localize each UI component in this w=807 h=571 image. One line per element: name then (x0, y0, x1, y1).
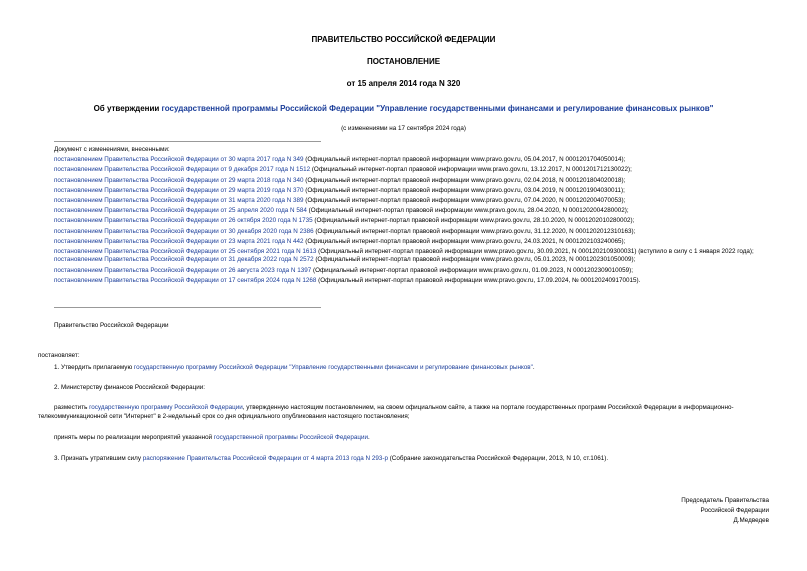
divider-bottom (54, 307, 321, 308)
paragraph-3: 3. Признать утратившим силу распоряжение Правительства Российской Федерации от 4 марта 2013 года N 293-р (Собрание законодательства Российской Федерации, 2013, N 10, ст.1061). (54, 455, 609, 462)
paragraph-2b: принять меры по реализации мероприятий указанной государственной программы Российской Федерации. (54, 434, 370, 441)
signature-block (681, 496, 769, 526)
header-doc-type: ПОСТАНОВЛЕНИЕ (366, 57, 441, 66)
changes-list (54, 146, 774, 287)
paragraph-2: 2. Министерству финансов Российской Федерации: (54, 384, 206, 391)
paragraph-2a: разместить государственную программу Российской Федерации, утвержденную настоящим постановлением, на своем официальном сайте, а также на портале государственных программ Российской Федерации в информационно-телекоммуникационной сети "Интернет" в 2-недельный срок со дня официального опубликования настоящего постановления; (38, 404, 734, 420)
change-link[interactable]: постановлением Правительства Российской Федерации от 29 марта 2019 года N 370 (54, 186, 304, 194)
change-item: постановлением Правительства Российской Федерации от 26 октября 2020 года N 1735 (Официальный интернет-портал правовой информации www.pravo.gov.ru, 28.10.2020, N 0001202010280002); (54, 217, 635, 225)
change-link[interactable]: постановлением Правительства Российской Федерации от 30 марта 2017 года N 349 (54, 156, 304, 164)
change-link[interactable]: постановлением Правительства Российской Федерации от 29 марта 2018 года N 340 (54, 176, 304, 184)
change-item: постановлением Правительства Российской Федерации от 29 марта 2019 года N 370 (Официальный интернет-портал правовой информации www.pravo.gov.ru, 03.04.2019, N 0001201904030011); (54, 186, 625, 194)
document-title (30, 104, 777, 115)
paragraph-1: 1. Утвердить прилагаемую государственную программу Российской Федерации "Управление государственными финансами и регулирование финансовых рынков". (54, 364, 535, 371)
program-link[interactable]: государственной программы Российской Федерации (213, 434, 369, 441)
divider-top (54, 141, 321, 142)
change-link[interactable]: постановлением Правительства Российской Федерации от 17 сентября 2024 года N 1268 (54, 276, 317, 284)
change-link[interactable]: постановлением Правительства Российской Федерации от 25 апреля 2020 года N 584 (54, 207, 307, 215)
change-item: постановлением Правительства Российской Федерации от 31 декабря 2022 года N 2572 (Официальный интернет-портал правовой информации www.pravo.gov.ru, 05.01.2023, N 0001202301050009); (54, 256, 636, 264)
change-link[interactable]: постановлением Правительства Российской Федерации от 26 августа 2023 года N 1397 (54, 266, 312, 274)
change-item: постановлением Правительства Российской Федерации от 31 марта 2020 года N 389 (Официальный интернет-портал правовой информации www.pravo.gov.ru, 07.04.2020, N 0001202004070053); (54, 196, 626, 204)
change-link[interactable]: постановлением Правительства Российской Федерации от 31 марта 2020 года N 389 (54, 196, 304, 204)
change-item: постановлением Правительства Российской Федерации от 17 сентября 2024 года N 1268 (Официальный интернет-портал правовой информации www.pravo.gov.ru, 17.09.2024, № 0001202409170015). (54, 276, 641, 284)
change-item: постановлением Правительства Российской Федерации от 23 марта 2021 года N 442 (Официальный интернет-портал правовой информации www.pravo.gov.ru, 24.03.2021, N 0001202103240065); (54, 237, 626, 245)
change-item: постановлением Правительства Российской Федерации от 9 декабря 2017 года N 1512 (Официальный интернет-портал правовой информации www.pravo.gov.ru, 13.12.2017, N 0001201712130022); (54, 166, 632, 174)
change-item: постановлением Правительства Российской Федерации от 25 сентября 2021 года N 1613 (Официальный интернет-портал правовой информации www.pravo.gov.ru, 30.09.2021, N 0001202109300031) (вступило в силу с 1 января 2022 года); (54, 247, 754, 255)
title-program-link[interactable]: государственной программы Российской Федерации "Управление государственными финансами и регулирование финансовых рынков" (161, 104, 714, 113)
government-line: Правительство Российской Федерации (54, 322, 169, 329)
change-item: постановлением Правительства Российской Федерации от 30 марта 2017 года N 349 (Официальный интернет-портал правовой информации www.pravo.gov.ru, 05.04.2017, N 0001201704050014); (54, 156, 626, 164)
header-date-number: от 15 апреля 2014 года N 320 (346, 79, 461, 88)
changes-intro: Документ с изменениями, внесенными: (54, 146, 170, 153)
change-link[interactable]: постановлением Правительства Российской Федерации от 23 марта 2021 года N 442 (54, 237, 304, 245)
change-item: постановлением Правительства Российской Федерации от 25 апреля 2020 года N 584 (Официальный интернет-портал правовой информации www.pravo.gov.ru, 28.04.2020, N 0001202004280002); (54, 207, 629, 215)
change-link[interactable]: постановлением Правительства Российской Федерации от 30 декабря 2020 года N 2386 (54, 227, 314, 235)
signature-name: Д.Медведев (733, 517, 769, 525)
signature-position: Председатель Правительства (681, 497, 769, 504)
change-link[interactable]: постановлением Правительства Российской Федерации от 9 декабря 2017 года N 1512 (54, 166, 311, 174)
title-prefix: Об утверждении (93, 104, 162, 113)
decides-line: постановляет: (38, 352, 80, 359)
header-org: ПРАВИТЕЛЬСТВО РОССИЙСКОЙ ФЕДЕРАЦИИ (311, 35, 496, 44)
program-link[interactable]: государственную программу Российской Федерации (89, 404, 243, 411)
change-item: постановлением Правительства Российской Федерации от 26 августа 2023 года N 1397 (Официальный интернет-портал правовой информации www.pravo.gov.ru, 01.09.2023, N 0001202309010059); (54, 266, 634, 274)
change-item: постановлением Правительства Российской Федерации от 30 декабря 2020 года N 2386 (Официальный интернет-портал правовой информации www.pravo.gov.ru, 31.12.2020, N 0001202012310163); (54, 227, 636, 235)
edition-note: (с изменениями на 17 сентября 2024 года) (341, 125, 466, 132)
order-link[interactable]: распоряжение Правительства Российской Федерации от 4 марта 2013 года N 293-р (142, 455, 388, 462)
change-link[interactable]: постановлением Правительства Российской Федерации от 31 декабря 2022 года N 2572 (54, 256, 314, 264)
program-link[interactable]: государственную программу Российской Федерации "Управление государственными финансами и регулирование финансовых рынков" (133, 364, 533, 371)
change-link[interactable]: постановлением Правительства Российской Федерации от 26 октября 2020 года N 1735 (54, 217, 313, 225)
change-item: постановлением Правительства Российской Федерации от 29 марта 2018 года N 340 (Официальный интернет-портал правовой информации www.pravo.gov.ru, 02.04.2018, N 0001201804020018); (54, 176, 626, 184)
signature-organization: Российской Федерации (700, 507, 769, 515)
change-link[interactable]: постановлением Правительства Российской Федерации от 25 сентября 2021 года N 1613 (54, 247, 317, 255)
